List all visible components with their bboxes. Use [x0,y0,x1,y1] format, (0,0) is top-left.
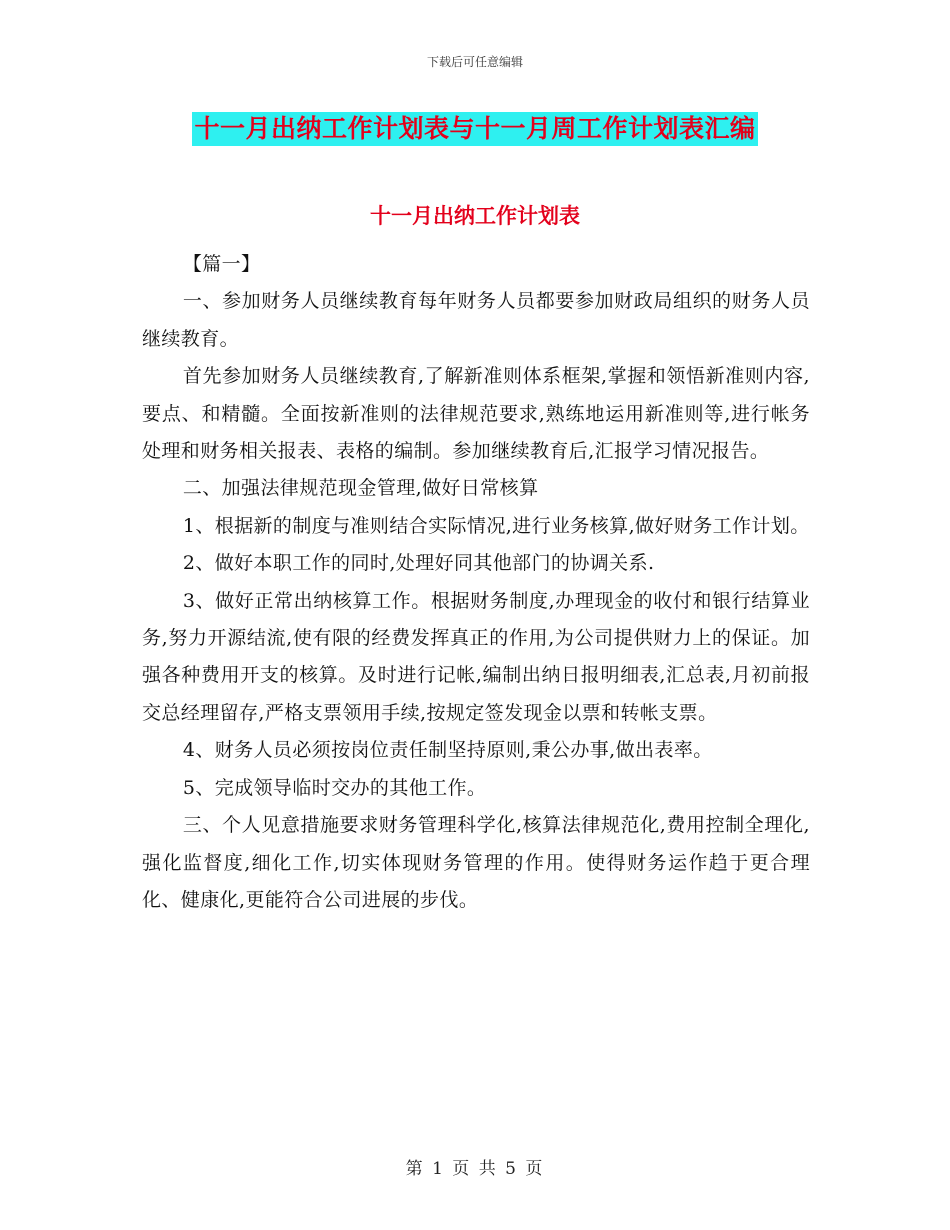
document-body [142,246,810,919]
paragraph: 一、参加财务人员继续教育每年财务人员都要参加财政局组织的财务人员继续教育。 [142,290,810,350]
paragraph: 5、完成领导临时交办的其他工作。 [182,776,487,799]
paragraph: 首先参加财务人员继续教育,了解新准则体系框架,掌握和领悟新准则内容,要点、和精髓。全面按新准则的法律规范要求,熟练地运用新准则等,进行帐务处理和财务相关报表、表格的编制。参加继续教育后,汇报学习情况报告。 [142,365,810,463]
paragraph-part-label: 【篇一】 [182,253,261,275]
paragraph: 4、财务人员必须按岗位责任制坚持原则,秉公办事,做出表率。 [182,739,713,762]
section-title: 十一月出纳工作计划表 [370,204,580,228]
paragraph: 2、做好本职工作的同时,处理好同其他部门的协调关系. [182,552,655,575]
paragraph: 3、做好正常出纳核算工作。根据财务制度,办理现金的收付和银行结算业务,努力开源结流,使有限的经费发挥真正的作用,为公司提供财力上的保证。加强各种费用开支的核算。及时进行记帐,编制出纳日报明细表,汇总表,月初前报交总经理留存,严格支票领用手续,按规定签发现金以票和转帐支票。 [142,589,810,724]
paragraph: 1、根据新的制度与准则结合实际情况,进行业务核算,做好财务工作计划。 [182,514,810,537]
page-number: 第 1 页 共 5 页 [405,1159,545,1179]
main-title-container [0,112,950,146]
main-title: 十一月出纳工作计划表与十一月周工作计划表汇编 [192,112,757,146]
paragraph: 二、加强法律规范现金管理,做好日常核算 [182,477,539,500]
paragraph: 三、个人见意措施要求财务管理科学化,核算法律规范化,费用控制全理化,强化监督度,细化工作,切实体现财务管理的作用。使得财务运作趋于更合理化、健康化,更能符合公司进展的步伐。 [142,814,810,911]
page-header-note: 下载后可任意编辑 [426,55,523,69]
